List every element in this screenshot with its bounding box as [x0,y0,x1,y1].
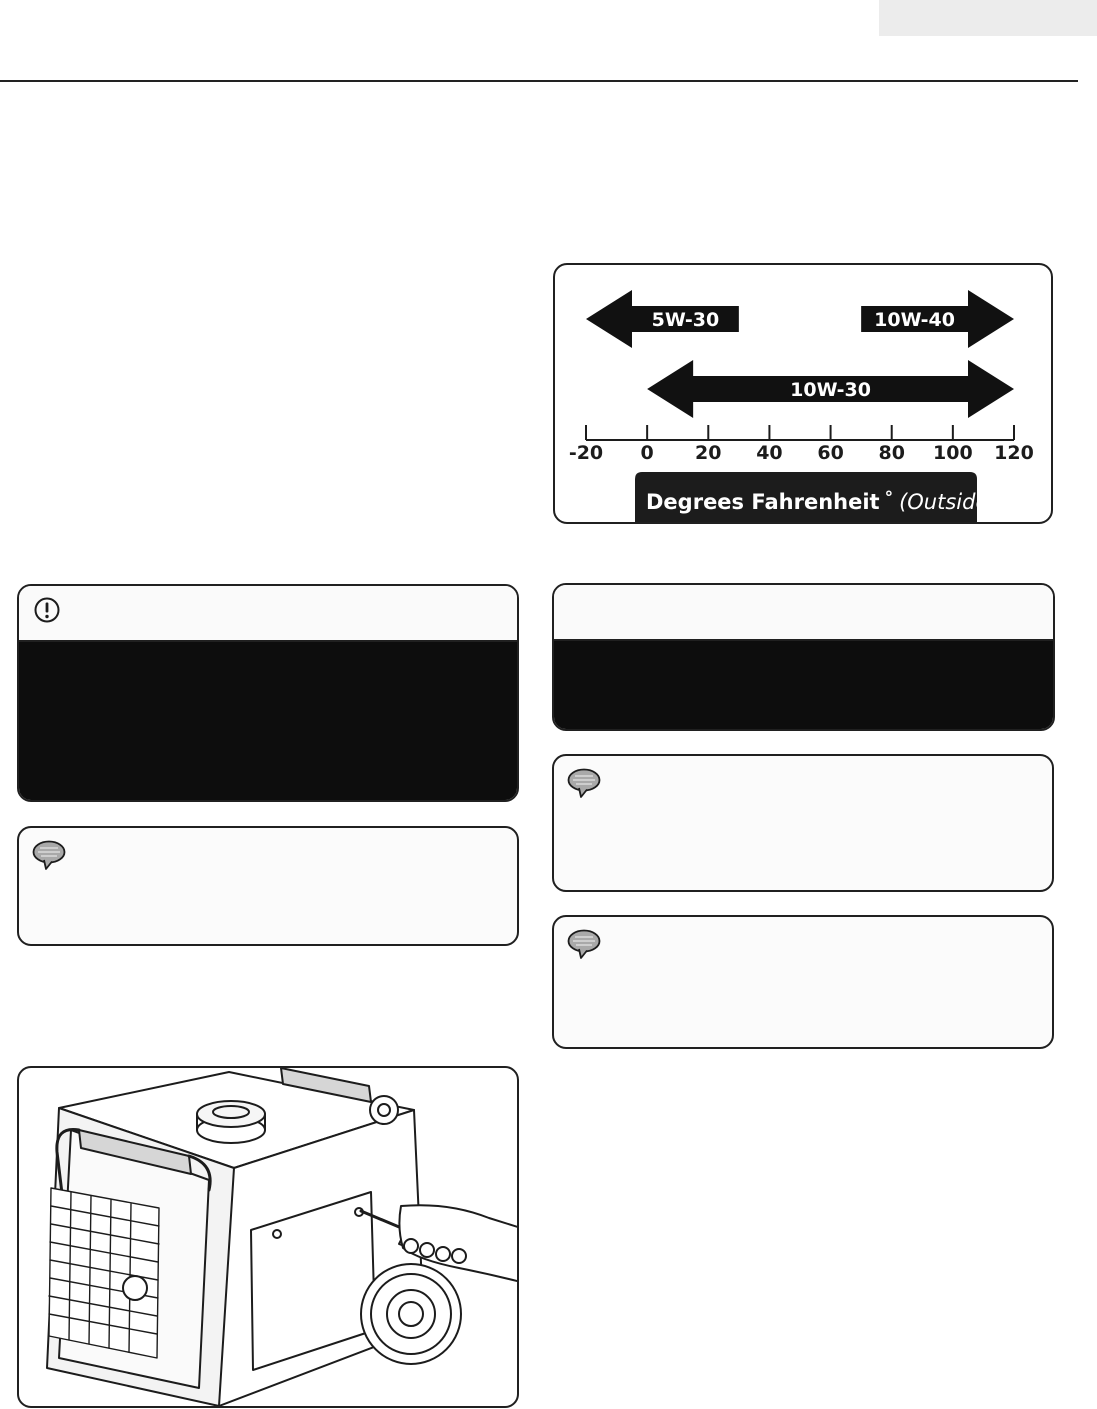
axis-caption-note: (Outside) [899,490,997,514]
axis-caption [646,488,997,514]
oil-viscosity-chart-svg [555,265,1053,524]
note-box [17,826,519,946]
range-label-10w-40: 10W-40 [874,309,956,331]
warning-body [19,642,517,800]
caution-header [554,585,1053,641]
axis-tick-label: 100 [933,442,973,464]
axis-tick-label: 40 [756,442,783,464]
axis-tick-label: -20 [568,442,604,464]
axis-tick-label: 20 [695,442,722,464]
caution-box [552,583,1055,731]
axis-tick-label: 80 [878,442,905,464]
axis-caption-degree: ° [884,488,894,508]
generator-illustration [17,1066,519,1408]
axis-tick-label: 0 [640,442,654,464]
oil-viscosity-chart [553,263,1053,524]
range-label-10w-30: 10W-30 [790,379,872,401]
speech-bubble-icon [566,766,604,800]
speech-bubble-icon [31,838,69,872]
warning-box [17,584,519,802]
exclamation-circle-icon [33,596,61,624]
axis-tick-label: 120 [994,442,1034,464]
header-rule [0,80,1078,82]
speech-bubble-icon [566,927,604,961]
axis-tick-label: 60 [817,442,844,464]
range-label-5w-30: 5W-30 [651,309,720,331]
note-box [552,754,1054,892]
note-box [552,915,1054,1049]
warning-header [19,586,517,642]
caution-body [554,641,1053,729]
generator-drawing [19,1068,519,1408]
header-tab [879,0,1097,36]
axis-caption-label: Degrees Fahrenheit [646,490,880,514]
vent-grill [49,1188,159,1358]
wheel [361,1264,461,1364]
